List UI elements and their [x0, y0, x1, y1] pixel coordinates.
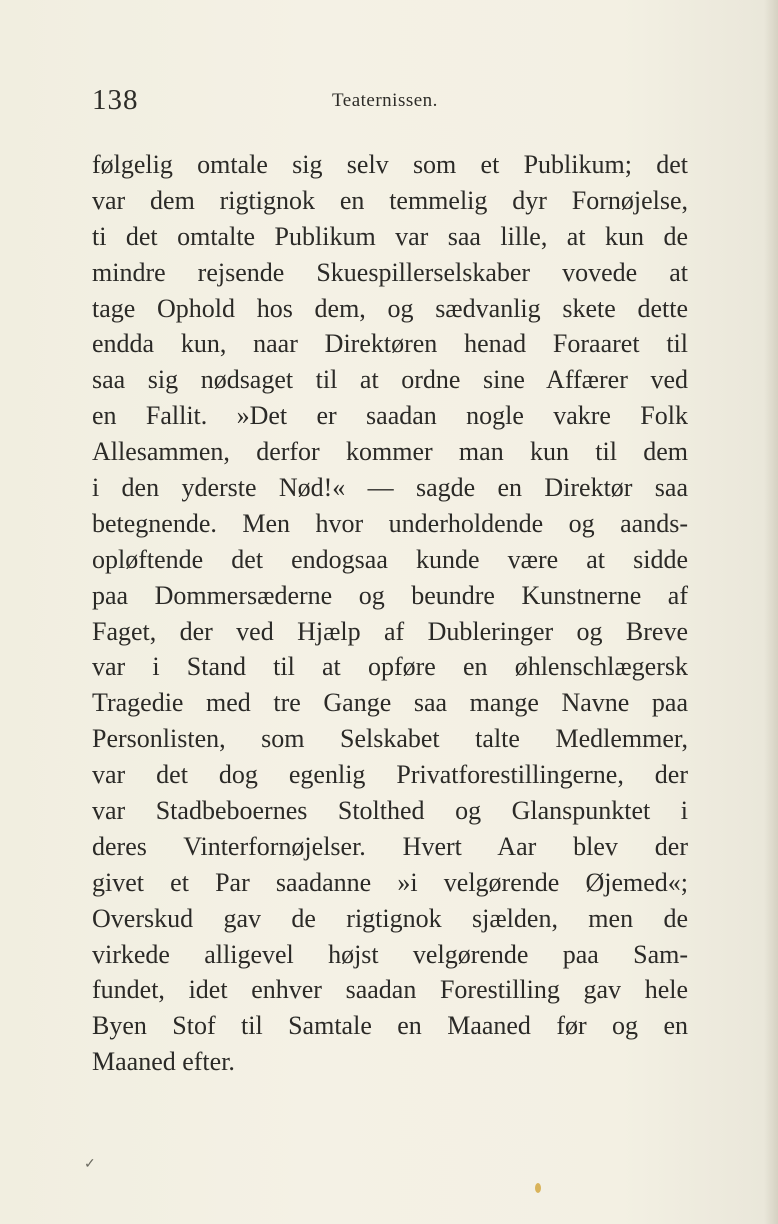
text-line: Tragedie med tre Gange saa mange Navne paa: [92, 688, 688, 718]
page-number: 138: [92, 84, 139, 116]
text-line: var det dog egenlig Privatforestillingerne, der: [92, 760, 688, 790]
text-line: paa Dommersæderne og beundre Kunstnerne af: [92, 580, 688, 610]
text-line: fundet, idet enhver saadan Forestilling gav hele: [92, 975, 688, 1005]
page-edge-shadow: [764, 0, 778, 1224]
text-line: givet et Par saadanne »i velgørende Øjemed«;: [92, 867, 688, 897]
body-text: [92, 147, 688, 1080]
text-line: Overskud gav de rigtignok sjælden, men de: [92, 903, 688, 933]
text-line: tage Ophold hos dem, og sædvanlig skete dette: [92, 293, 688, 323]
text-line: Faget, der ved Hjælp af Dubleringer og Breve: [92, 616, 688, 646]
text-line: deres Vinterfornøjelser. Hvert Aar blev der: [92, 831, 688, 861]
text-line: var dem rigtignok en temmelig dyr Fornøjelse,: [92, 185, 688, 215]
text-line: virkede alligevel højst velgørende paa Sam-: [92, 939, 688, 969]
ink-speck: ✓: [84, 1157, 96, 1172]
text-line: Byen Stof til Samtale en Maaned før og en: [92, 1011, 688, 1041]
text-line: betegnende. Men hvor underholdende og aands-: [92, 508, 688, 538]
text-line: opløftende det endogsaa kunde være at sidde: [92, 544, 688, 574]
text-line-last: Maaned efter.: [92, 1047, 235, 1077]
page-header: [92, 84, 692, 124]
text-line: saa sig nødsaget til at ordne sine Affærer ved: [92, 365, 688, 395]
text-line: Allesammen, derfor kommer man kun til dem: [92, 437, 688, 467]
text-line: i den yderste Nød!« — sagde en Direktør saa: [92, 473, 688, 503]
text-line: Personlisten, som Selskabet talte Medlemmer,: [92, 724, 688, 754]
text-line: mindre rejsende Skuespillerselskaber vovede at: [92, 257, 688, 287]
text-line: følgelig omtale sig selv som et Publikum; det: [92, 150, 688, 179]
running-title: Teaternissen.: [332, 90, 438, 111]
text-line: endda kun, naar Direktøren henad Foraaret til: [92, 329, 688, 359]
text-line: en Fallit. »Det er saadan nogle vakre Folk: [92, 401, 688, 431]
text-line: var Stadbeboernes Stolthed og Glanspunktet i: [92, 796, 688, 826]
text-line: ti det omtalte Publikum var saa lille, at kun de: [92, 221, 688, 251]
paper-stain: [535, 1183, 541, 1193]
text-line: var i Stand til at opføre en øhlenschlægersk: [92, 652, 688, 682]
